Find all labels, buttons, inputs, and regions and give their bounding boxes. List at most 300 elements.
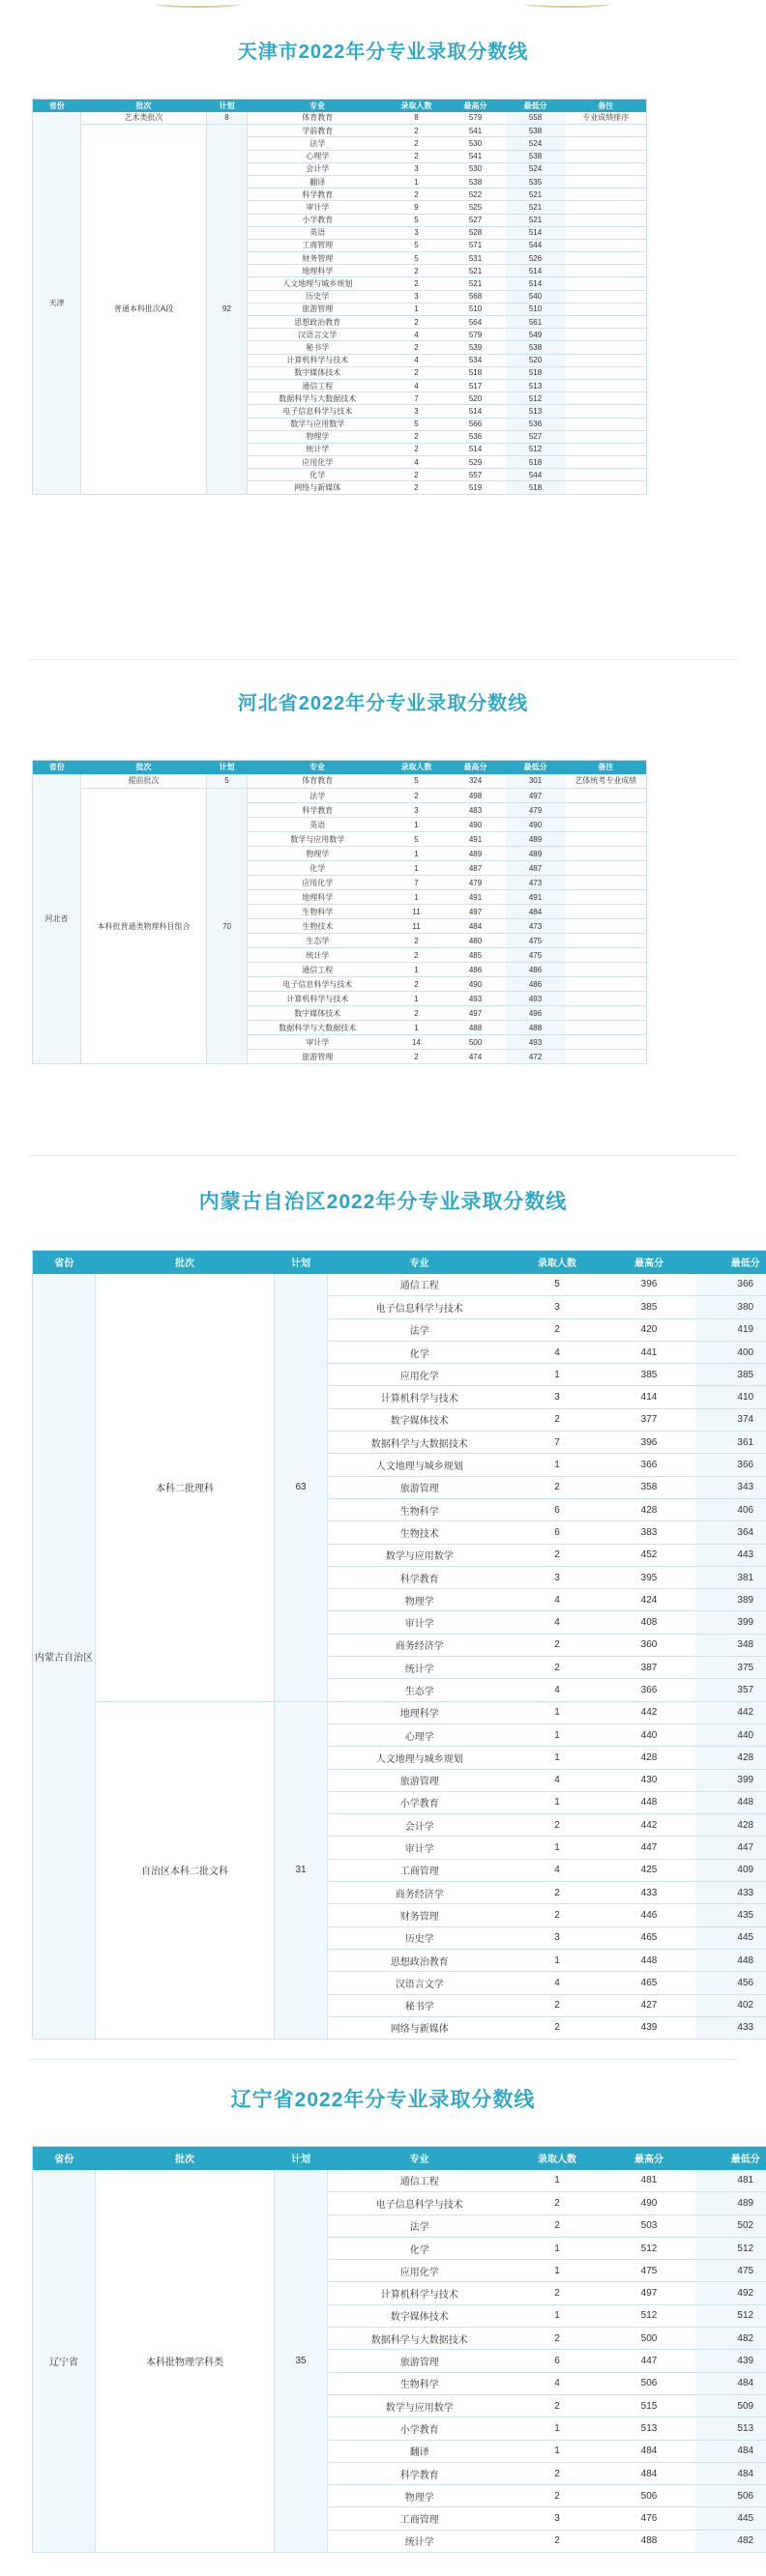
table-row [33,112,647,125]
min-score-cell: 489 [506,847,566,861]
major-cell: 商务经济学 [328,1882,512,1904]
major-cell: 化学 [248,861,388,876]
admission-table [32,1250,766,2040]
max-score-cell: 385 [604,1296,695,1318]
major-cell: 心理学 [248,150,388,162]
remark-cell [566,366,647,379]
column-header: 省份 [33,761,81,774]
plan-cell: 8 [207,112,248,125]
section-title: 辽宁省2022年分专业录取分数线 [230,2089,536,2111]
admitted-count-cell: 1 [512,2304,604,2327]
admitted-count-cell: 1 [388,963,446,977]
max-score-cell: 541 [446,125,506,137]
major-cell: 电子信息科学与技术 [328,1296,512,1318]
column-header: 省份 [33,2147,96,2170]
admitted-count-cell: 5 [388,239,446,251]
max-score-cell: 396 [604,1432,695,1454]
min-score-cell: 380 [695,1296,766,1318]
major-cell: 数学与应用数学 [328,1544,512,1566]
admitted-count-cell: 3 [512,1566,604,1588]
remark-cell [566,418,647,430]
column-header: 最高分 [604,2147,695,2170]
admitted-count-cell: 8 [388,112,446,125]
max-score-cell: 430 [604,1769,695,1791]
admitted-count-cell: 2 [512,2462,604,2484]
column-header: 最低分 [506,100,566,112]
min-score-cell: 381 [695,1566,766,1588]
admitted-count-cell: 5 [388,418,446,430]
major-cell: 数据科学与大数据技术 [328,2328,512,2350]
major-cell: 秘书学 [248,341,388,354]
major-cell: 人文地理与城乡规划 [328,1454,512,1476]
remark-cell [566,1006,647,1021]
admitted-count-cell: 2 [388,277,446,290]
min-score-cell: 482 [695,2530,766,2552]
admitted-count-cell: 4 [512,1589,604,1611]
min-score-cell: 509 [695,2394,766,2417]
remark-cell [566,162,647,175]
remark-cell [566,803,647,818]
admitted-count-cell: 3 [388,803,446,818]
column-header: 批次 [96,2147,275,2170]
admitted-count-cell: 1 [512,2417,604,2440]
major-cell: 地理科学 [328,1701,512,1723]
admitted-count-cell: 4 [512,1679,604,1701]
table-row [33,1701,766,1723]
min-score-cell: 514 [506,277,566,290]
max-score-cell: 493 [446,992,506,1006]
min-score-cell: 385 [695,1364,766,1386]
remark-cell [566,201,647,214]
max-score-cell: 481 [604,2170,695,2192]
major-cell: 审计学 [328,1837,512,1859]
min-score-cell: 512 [506,392,566,405]
admitted-count-cell: 3 [512,2507,604,2530]
plan-cell: 92 [207,125,248,494]
min-score-cell: 473 [506,919,566,934]
admitted-count-cell: 5 [388,252,446,265]
min-score-cell: 428 [695,1747,766,1769]
admitted-count-cell: 1 [388,847,446,861]
right-arc-decoration [524,0,611,8]
top-decoration [0,0,766,27]
section-divider [29,2059,737,2060]
admitted-count-cell: 2 [512,1904,604,1926]
max-score-cell: 521 [446,277,506,290]
max-score-cell: 534 [446,354,506,366]
major-cell: 人文地理与城乡规划 [248,277,388,290]
admitted-count-cell: 4 [512,1972,604,1994]
min-score-cell: 514 [506,265,566,277]
admitted-count-cell: 2 [512,2394,604,2417]
column-header: 最高分 [446,100,506,112]
min-score-cell: 502 [695,2214,766,2237]
max-score-cell: 497 [604,2282,695,2304]
admitted-count-cell: 5 [388,832,446,847]
max-score-cell: 366 [604,1454,695,1476]
admitted-count-cell: 2 [388,481,446,494]
min-score-cell: 493 [506,1035,566,1050]
major-cell: 数字媒体技术 [248,1006,388,1021]
major-cell: 旅游管理 [328,1769,512,1791]
major-cell: 生物科学 [328,1498,512,1520]
max-score-cell: 490 [446,977,506,992]
max-score-cell: 518 [446,366,506,379]
column-header: 计划 [275,1251,328,1274]
max-score-cell: 490 [446,818,506,832]
max-score-cell: 476 [604,2507,695,2530]
admitted-count-cell: 2 [512,2485,604,2507]
admitted-count-cell: 1 [512,2237,604,2259]
min-score-cell: 520 [506,354,566,366]
plan-cell: 35 [275,2170,328,2553]
major-cell: 法学 [248,789,388,803]
major-cell: 物理学 [328,2485,512,2507]
max-score-cell: 490 [604,2192,695,2214]
min-score-cell: 487 [506,861,566,876]
admitted-count-cell: 1 [512,1747,604,1769]
major-cell: 应用化学 [248,876,388,890]
max-score-cell: 385 [604,1364,695,1386]
major-cell: 科学教育 [248,188,388,201]
admitted-count-cell: 2 [512,1476,604,1498]
admitted-count-cell: 4 [388,456,446,469]
min-score-cell: 428 [695,1814,766,1837]
admitted-count-cell: 2 [388,125,446,137]
batch-cell: 提前批次 [81,774,207,789]
admitted-count-cell: 14 [388,1035,446,1050]
max-score-cell: 539 [446,341,506,354]
admitted-count-cell: 2 [388,1006,446,1021]
min-score-cell: 442 [695,1701,766,1723]
column-header: 批次 [81,761,207,774]
major-cell: 法学 [248,137,388,150]
admitted-count-cell: 7 [512,1432,604,1454]
major-cell: 学前教育 [248,125,388,137]
max-score-cell: 387 [604,1657,695,1679]
remark-cell [566,1021,647,1035]
min-score-cell: 473 [506,876,566,890]
max-score-cell: 448 [604,1949,695,1971]
remark-cell [566,290,647,303]
min-score-cell: 475 [695,2260,766,2282]
major-cell: 通信工程 [328,2170,512,2192]
major-cell: 生物技术 [328,1521,512,1544]
min-score-cell: 512 [695,2237,766,2259]
major-cell: 电子信息科学与技术 [248,977,388,992]
batch-cell: 自治区本科二批文科 [96,1701,275,2039]
table-row [33,774,647,789]
admitted-count-cell: 3 [388,226,446,239]
min-score-cell: 544 [506,469,566,481]
max-score-cell: 520 [446,392,506,405]
min-score-cell: 343 [695,1476,766,1498]
remark-cell [566,456,647,469]
remark-cell [566,963,647,977]
admitted-count-cell: 5 [388,214,446,226]
left-arc-decoration [155,0,242,8]
max-score-cell: 487 [446,861,506,876]
min-score-cell: 561 [506,316,566,329]
max-score-cell: 512 [604,2304,695,2327]
column-header: 批次 [96,1251,275,1274]
remark-cell [566,890,647,905]
min-score-cell: 524 [506,162,566,175]
min-score-cell: 361 [695,1432,766,1454]
major-cell: 人文地理与城乡规划 [328,1747,512,1769]
major-cell: 统计学 [328,2530,512,2552]
major-cell: 数据科学与大数据技术 [248,392,388,405]
remark-cell [566,379,647,391]
remark-cell [566,150,647,162]
major-cell: 财务管理 [328,1904,512,1926]
min-score-cell: 506 [695,2485,766,2507]
remark-cell [566,832,647,847]
remark-cell [566,481,647,494]
column-header: 计划 [207,761,248,774]
major-cell: 数学与应用数学 [328,2394,512,2417]
major-cell: 汉语言文学 [248,329,388,341]
major-cell: 审计学 [248,1035,388,1050]
max-score-cell: 541 [446,150,506,162]
admitted-count-cell: 11 [388,919,446,934]
major-cell: 历史学 [248,290,388,303]
major-cell: 旅游管理 [248,303,388,315]
max-score-cell: 488 [446,1021,506,1035]
max-score-cell: 512 [604,2237,695,2259]
max-score-cell: 441 [604,1341,695,1363]
max-score-cell: 566 [446,418,506,430]
remark-cell [566,818,647,832]
max-score-cell: 474 [446,1050,506,1064]
major-cell: 生物技术 [248,919,388,934]
max-score-cell: 503 [604,2214,695,2237]
min-score-cell: 518 [506,456,566,469]
min-score-cell: 513 [695,2417,766,2440]
remark-cell [566,905,647,919]
max-score-cell: 452 [604,1544,695,1566]
column-header: 批次 [81,100,207,112]
max-score-cell: 433 [604,1882,695,1904]
table-header-row [33,2147,766,2170]
min-score-cell: 456 [695,1972,766,1994]
max-score-cell: 497 [446,905,506,919]
admitted-count-cell: 1 [512,2170,604,2192]
admitted-count-cell: 1 [512,1791,604,1813]
remark-cell: 艺体统考专业成绩 [566,774,647,789]
min-score-cell: 518 [506,481,566,494]
major-cell: 科学教育 [328,2462,512,2484]
major-cell: 生态学 [248,934,388,948]
max-score-cell: 500 [604,2328,695,2350]
min-score-cell: 475 [506,948,566,963]
admitted-count-cell: 2 [388,137,446,150]
admitted-count-cell: 1 [388,175,446,188]
min-score-cell: 489 [695,2192,766,2214]
max-score-cell: 538 [446,175,506,188]
admitted-count-cell: 2 [512,1408,604,1431]
min-score-cell: 484 [506,905,566,919]
remark-cell [566,392,647,405]
major-cell: 应用化学 [328,1364,512,1386]
min-score-cell: 513 [506,405,566,418]
max-score-cell: 513 [604,2417,695,2440]
min-score-cell: 488 [506,1021,566,1035]
min-score-cell: 521 [506,188,566,201]
admitted-count-cell: 7 [388,392,446,405]
min-score-cell: 399 [695,1769,766,1791]
max-score-cell: 514 [446,443,506,455]
admitted-count-cell: 1 [512,2440,604,2462]
admitted-count-cell: 5 [388,774,446,789]
min-score-cell: 484 [695,2440,766,2462]
province-cell: 辽宁省 [33,2170,96,2553]
admission-table [32,99,647,495]
min-score-cell: 524 [506,137,566,150]
major-cell: 电子信息科学与技术 [328,2192,512,2214]
min-score-cell: 481 [695,2170,766,2192]
column-header: 最低分 [695,2147,766,2170]
admitted-count-cell: 5 [512,1274,604,1296]
admitted-count-cell: 2 [388,316,446,329]
min-score-cell: 538 [506,125,566,137]
major-cell: 数据科学与大数据技术 [248,1021,388,1035]
max-score-cell: 489 [446,847,506,861]
admitted-count-cell: 2 [512,2328,604,2350]
min-score-cell: 375 [695,1657,766,1679]
min-score-cell: 374 [695,1408,766,1431]
admitted-count-cell: 2 [388,789,446,803]
major-cell: 工商管理 [328,1859,512,1881]
min-score-cell: 301 [506,774,566,789]
max-score-cell: 498 [446,789,506,803]
major-cell: 物理学 [248,430,388,443]
column-header: 省份 [33,1251,96,1274]
max-score-cell: 475 [604,2260,695,2282]
major-cell: 通信工程 [248,379,388,391]
admitted-count-cell: 2 [512,2282,604,2304]
max-score-cell: 447 [604,1837,695,1859]
remark-cell [566,341,647,354]
max-score-cell: 491 [446,890,506,905]
table-header-row [33,100,647,112]
min-score-cell: 348 [695,1634,766,1656]
remark-cell [566,430,647,443]
admitted-count-cell: 6 [512,2350,604,2372]
major-cell: 生物科学 [328,2372,512,2394]
max-score-cell: 480 [446,934,506,948]
max-score-cell: 479 [446,876,506,890]
min-score-cell: 400 [695,1341,766,1363]
min-score-cell: 535 [506,175,566,188]
major-cell: 生物科学 [248,905,388,919]
section-divider [29,1155,737,1156]
min-score-cell: 521 [506,214,566,226]
major-cell: 财务管理 [248,252,388,265]
section-title: 河北省2022年分专业录取分数线 [237,693,529,714]
max-score-cell: 564 [446,316,506,329]
max-score-cell: 446 [604,1904,695,1926]
batch-cell: 本科二批理科 [96,1274,275,1702]
remark-cell [566,992,647,1006]
max-score-cell: 442 [604,1701,695,1723]
major-cell: 法学 [328,2214,512,2237]
max-score-cell: 529 [446,456,506,469]
min-score-cell: 489 [506,832,566,847]
remark-cell [566,919,647,934]
major-cell: 小学教育 [328,2417,512,2440]
min-score-cell: 492 [695,2282,766,2304]
admitted-count-cell: 1 [512,2260,604,2282]
batch-cell: 普通本科批次A段 [81,125,207,494]
admitted-count-cell: 11 [388,905,446,919]
min-score-cell: 406 [695,1498,766,1520]
admitted-count-cell: 2 [388,443,446,455]
major-cell: 翻译 [248,175,388,188]
max-score-cell: 377 [604,1408,695,1431]
plan-cell: 70 [207,789,248,1064]
major-cell: 英语 [248,818,388,832]
max-score-cell: 358 [604,1476,695,1498]
batch-cell: 本科批物理学科类 [96,2170,275,2553]
admitted-count-cell: 1 [512,1454,604,1476]
max-score-cell: 442 [604,1814,695,1837]
remark-cell: 专业成绩排序 [566,112,647,125]
max-score-cell: 500 [446,1035,506,1050]
min-score-cell: 366 [695,1454,766,1476]
admitted-count-cell: 2 [388,469,446,481]
admitted-count-cell: 2 [512,1657,604,1679]
max-score-cell: 420 [604,1318,695,1341]
min-score-cell: 497 [506,789,566,803]
remark-cell [566,239,647,251]
remark-cell [566,469,647,481]
major-cell: 小学教育 [328,1791,512,1813]
min-score-cell: 512 [695,2304,766,2327]
max-score-cell: 324 [446,774,506,789]
max-score-cell: 448 [604,1791,695,1813]
table-header-row [33,1251,766,1274]
table-row [33,1274,766,1296]
max-score-cell: 497 [446,1006,506,1021]
major-cell: 物理学 [328,1589,512,1611]
min-score-cell: 527 [506,430,566,443]
table-row [33,2170,766,2192]
min-score-cell: 357 [695,1679,766,1701]
max-score-cell: 484 [604,2462,695,2484]
max-score-cell: 579 [446,329,506,341]
min-score-cell: 540 [506,290,566,303]
major-cell: 网络与新媒体 [248,481,388,494]
min-score-cell: 410 [695,1386,766,1408]
max-score-cell: 465 [604,1926,695,1949]
remark-cell [566,876,647,890]
max-score-cell: 528 [446,226,506,239]
min-score-cell: 493 [506,992,566,1006]
min-score-cell: 513 [506,379,566,391]
remark-cell [566,789,647,803]
remark-cell [566,277,647,290]
remark-cell [566,226,647,239]
max-score-cell: 491 [446,832,506,847]
major-cell: 小学教育 [248,214,388,226]
max-score-cell: 521 [446,265,506,277]
min-score-cell: 409 [695,1859,766,1881]
max-score-cell: 488 [604,2530,695,2552]
admitted-count-cell: 4 [512,1859,604,1881]
remark-cell [566,329,647,341]
major-cell: 数字媒体技术 [328,1408,512,1431]
